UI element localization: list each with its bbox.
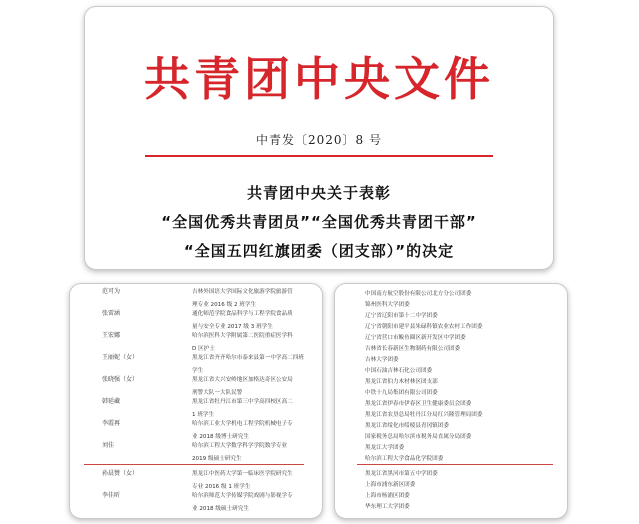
list-item: 黑龙江省伊春市伊春区卫生健康委员会团委 [365,401,472,407]
honoree-description-line: 哈尔滨工业大学机电工程学院机械电子专 [192,421,293,427]
document-number: 中青发〔2020〕8 号 [256,133,382,147]
honoree-name: 韩延藏 [102,398,121,405]
honoree-description-line: 黑龙江中医药大学第一临床医学院研究生 [192,471,293,477]
list-item: 中铁十九局集团有限公司团委 [365,390,438,396]
honoree-name: 王宏娜 [102,332,121,339]
honoree-description-line: 业 2018 级硕士研究生 [192,506,249,512]
honoree-name: 张雷涵 [102,310,121,317]
honoree-description-line: 理专业 2016 级 2 班学生 [192,302,257,308]
list-item: 黑龙江省绥化市绥棱县青冈镇团委 [365,423,449,429]
document-title-line-2: “全国优秀共青团员”“全国优秀共青团干部” [161,213,477,231]
list-item: 上海市杨浦区团委 [365,493,410,499]
list-item: 辽宁省辽阳市第十二中学团委 [365,313,438,319]
honoree-description-line: 1 班学生 [192,412,215,418]
honoree-description-line: 量与安全专业 2017 级 3 班学生 [192,324,273,330]
document-header-card [84,6,554,270]
list-item: 吉林大学团委 [365,357,399,363]
honoree-description-line: D 区护士 [192,346,215,352]
honoree-description-line: 黑龙江省齐齐哈尔市泰来县第一中学高二四班 [192,355,304,361]
honoree-description-line: 黑龙江省牡丹江市第三中学高四校区高二 [192,399,293,405]
list-item: 黑龙江省伯力木材林区团支部 [365,379,438,385]
list-item [84,308,312,330]
honoree-description-line: 哈尔滨医科大学附属第二医院重症医学科 [192,333,293,339]
honoree-description-line: 学生 [192,368,204,374]
honoree-description-line: 2019 级硕士研究生 [192,456,242,462]
list-item [84,286,312,308]
honoree-description-line: 哈尔滨工程大学数学科学学院数学专业 [192,443,288,449]
list-item: 辽宁省朝阳市建平县朱碌科镇农业农村工作团委 [365,324,483,330]
list-item [84,352,312,374]
document-title-line-3: “全国五四红旗团委（团支部）”的决定 [183,242,455,260]
red-divider-line [357,464,553,465]
honoree-name: 李佳昕 [102,492,121,499]
honoree-description-line: 专业 2016 级 1 班学生 [192,484,251,490]
honoree-description [192,490,322,516]
list-item: 上海市浦东新区团委 [365,482,416,488]
list-item: 华东理工大学团委 [365,504,410,510]
list-item: 吉林省长春新区生物制药有限公司团委 [365,346,461,352]
list-item: 锦州医科大学团委 [365,302,410,308]
honoree-description-line: 业 2018 级博士研究生 [192,434,249,440]
list-item [84,468,312,490]
list-item: 黑龙江大学团委 [365,445,405,451]
honoree-list-card [69,283,323,519]
list-item: 国家税务总局哈尔滨市税务局直属分局团委 [365,434,472,440]
honoree-name: 李霞再 [102,420,121,427]
honoree-description-line: 刑警大队一大队民警 [192,390,243,396]
honoree-description-line: 吉林外国语大学国际文化旅游学院旅游管 [192,289,293,295]
list-item: 辽宁省营口市鲅鱼圈区新开发区中学团委 [365,335,466,341]
red-divider-line [84,464,304,465]
list-item: 中国南方航空股份有限公司北方分公司团委 [365,291,472,297]
honoree-name: 刘佳 [102,442,115,449]
organization-list-card [334,283,568,519]
honoree-name: 孙晨赞（女） [102,470,139,477]
list-item: 黑龙江省黑河市第五中学团委 [365,471,438,477]
honoree-description-line: 通化师范学院食品科学与工程学院食品质 [192,311,293,317]
document-headline: 共青团中央文件 [144,52,494,106]
document-title-line-1: 共青团中央关于表彰 [246,184,391,202]
list-item [84,374,312,396]
honoree-description-line: 哈尔滨师范大学传媒学院戏剧与影视学专 [192,493,293,499]
list-item [84,418,312,440]
list-item [84,396,312,418]
honoree-description-line: 黑龙江省大兴安岭地区加格达奇区公安局 [192,377,293,383]
list-item: 中国石油吉林石化公司团委 [365,368,433,374]
list-item [84,330,312,352]
list-item [84,490,312,512]
honoree-description [192,440,322,466]
list-item: 哈尔滨工程大学食品化学院团委 [365,456,444,462]
honoree-name: 张晓强（女） [102,376,139,383]
honoree-name: 范可为 [102,288,121,295]
list-item: 黑龙江省农垦总局牡丹江分局红兴隆管理局团委 [365,412,483,418]
red-divider-line [145,155,493,157]
honoree-name: 王丽妮（女） [102,354,139,361]
list-item [84,440,312,462]
